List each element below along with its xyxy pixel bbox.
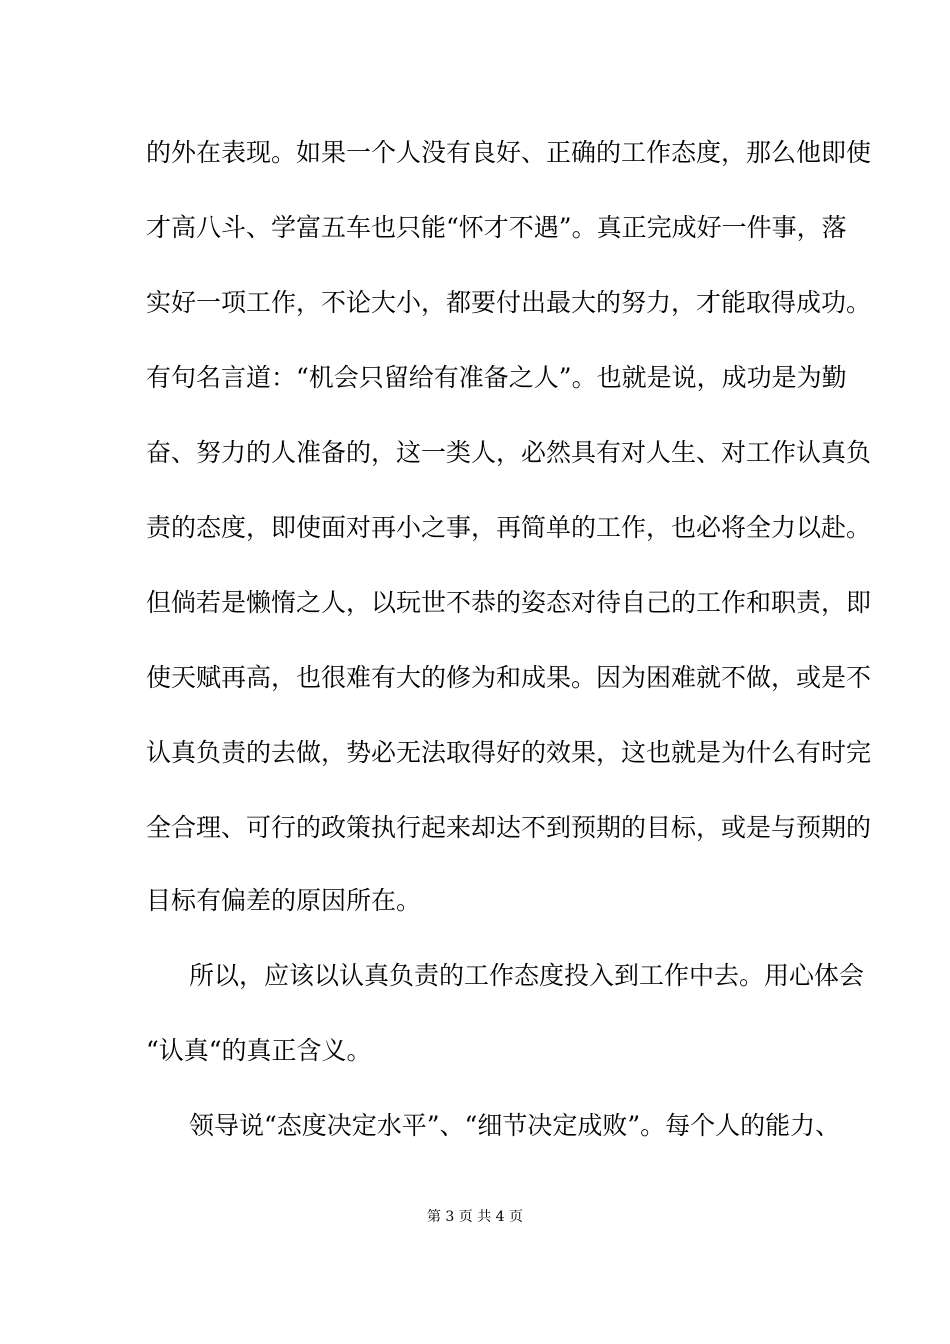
body-line-3: 实好一项工作，不论大小，都要付出最大的努力，才能取得成功。 <box>146 288 872 317</box>
body-line-2: 才高八斗、学富五车也只能“怀才不遇”。真正完成好一件事，落 <box>146 213 847 242</box>
paragraph-2-line-1: 所以，应该以认真负责的工作态度投入到工作中去。用心体会 <box>189 961 865 990</box>
body-line-11: 目标有偏差的原因所在。 <box>146 886 422 915</box>
body-line-9: 认真负责的去做，势必无法取得好的效果，这也就是为什么有时完 <box>146 738 872 767</box>
paragraph-2-line-2: “认真“的真正含义。 <box>146 1036 372 1065</box>
page-number-footer: 第 3 页 共 4 页 <box>426 1209 524 1225</box>
body-line-7: 但倘若是懒惰之人，以玩世不恭的姿态对待自己的工作和职责，即 <box>146 588 872 617</box>
body-line-10: 全合理、可行的政策执行起来却达不到预期的目标，或是与预期的 <box>146 813 872 842</box>
paragraph-3-line-1: 领导说“态度决定水平”、“细节决定成败”。每个人的能力、 <box>189 1111 841 1140</box>
body-line-5: 奋、努力的人准备的，这一类人，必然具有对人生、对工作认真负 <box>146 438 872 467</box>
body-line-6: 责的态度，即使面对再小之事，再简单的工作，也必将全力以赴。 <box>146 513 872 542</box>
body-line-1: 的外在表现。如果一个人没有良好、正确的工作态度，那么他即使 <box>146 138 872 167</box>
body-line-4: 有句名言道：“机会只留给有准备之人”。也就是说，成功是为勤 <box>146 363 847 392</box>
body-line-8: 使天赋再高，也很难有大的修为和成果。因为困难就不做，或是不 <box>146 663 872 692</box>
